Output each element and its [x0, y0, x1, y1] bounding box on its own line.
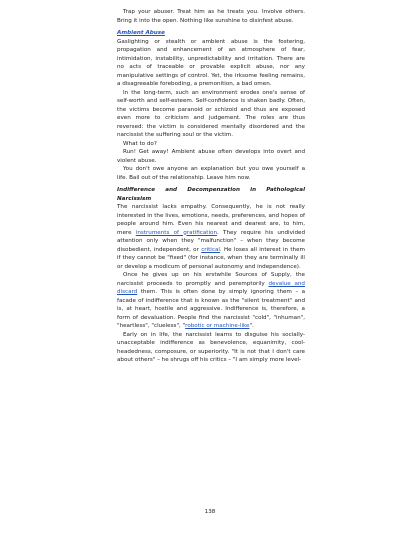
- indifference-paragraph-2: [117, 271, 305, 331]
- instruments-of-gratification-link[interactable]: instruments of gratification: [135, 229, 218, 236]
- devalue-and-discard-link[interactable]: devalue and discard: [117, 280, 305, 295]
- text-run: The narcissist lacks empathy. Consequently, he is not really interested in the lives, emotions, needs, preferences, and hopes of people around him. Even his nearest and dearest are, to him, mere: [117, 204, 305, 236]
- indifference-paragraph-3: Early on in life, the narcissist learns to disguise his socially-unacceptable indifference as benevolence, equanimity, cool-headedness, composure, or superiority. "It is not that I don't care about others" – he shrugs off his critics – "I am simply more level-: [117, 331, 305, 363]
- intro-paragraph: Trap your abuser. Treat him as he treats you. Involve others. Bring it into the open. Nothing like sunshine to disinfest abuse.: [117, 9, 305, 24]
- text-run: Once he gives up on his erstwhile Sources of Supply, the narcissist proceeds to promptly and peremptorily: [117, 272, 305, 287]
- ambient-abuse-heading-link[interactable]: Ambient Abuse: [117, 30, 165, 36]
- ambient-abuse-paragraph-2: In the long-term, such an environment erodes one's sense of self-worth and self-esteem. Self-confidence is shaken badly. Often, the victims become paranoid or schizoid and thus are exposed even more to criticism and judgement. The roles are thus reversed: the victim is considered mentally disordered and the narcissist the suffering soul or the victim.: [117, 89, 305, 138]
- indifference-heading: Indifference and Decompenzation in Pathological Narcissism: [117, 187, 305, 202]
- text-run: ".: [249, 323, 254, 329]
- ambient-abuse-paragraph-3: What to do?: [123, 140, 157, 147]
- text-run: . He loses all interest in them if they cannot be "fixed" (for instance, when they are terminally ill or develop a modicum of personal autonomy and independence).: [117, 246, 305, 270]
- ambient-abuse-paragraph-5: You don't owe anyone an explanation but you owe yourself a life. Bail out of the relationship. Leave him now.: [117, 166, 305, 181]
- ambient-abuse-paragraph-4: Run! Get away! Ambient abuse often develops into overt and violent abuse.: [117, 149, 305, 164]
- page-number: 138: [204, 509, 216, 515]
- text-run: . They require his undivided attention only when they "malfunction" – when they become disobedient, independent, or: [117, 229, 305, 253]
- robotic-or-machine-like-link[interactable]: robotic or machine-like: [185, 323, 250, 329]
- critical-link[interactable]: critical: [201, 246, 220, 253]
- text-run: them. This is often done by simply ignoring them – a facade of indifference that is known as the "silent treatment" and is, at heart, hostile and aggressive. Indifference is, therefore, a form of devaluation. People find the narcissist "cold", "inhuman", "heartless", "clueless", ": [117, 289, 305, 329]
- ambient-abuse-paragraph-1: Gaslighting or stealth or ambient abuse is the fostering, propagation and enhancement of an atmosphere of fear, intimidation, instability, unpredictability and irritation. There are no acts of traceable or provable explicit abuse, nor any manipulative settings of control. Yet, the irksome feeling remains, a disagreeable foreboding, a premonition, a bad omen.: [117, 38, 305, 87]
- indifference-paragraph-1: [117, 203, 305, 271]
- document-page: [117, 8, 305, 365]
